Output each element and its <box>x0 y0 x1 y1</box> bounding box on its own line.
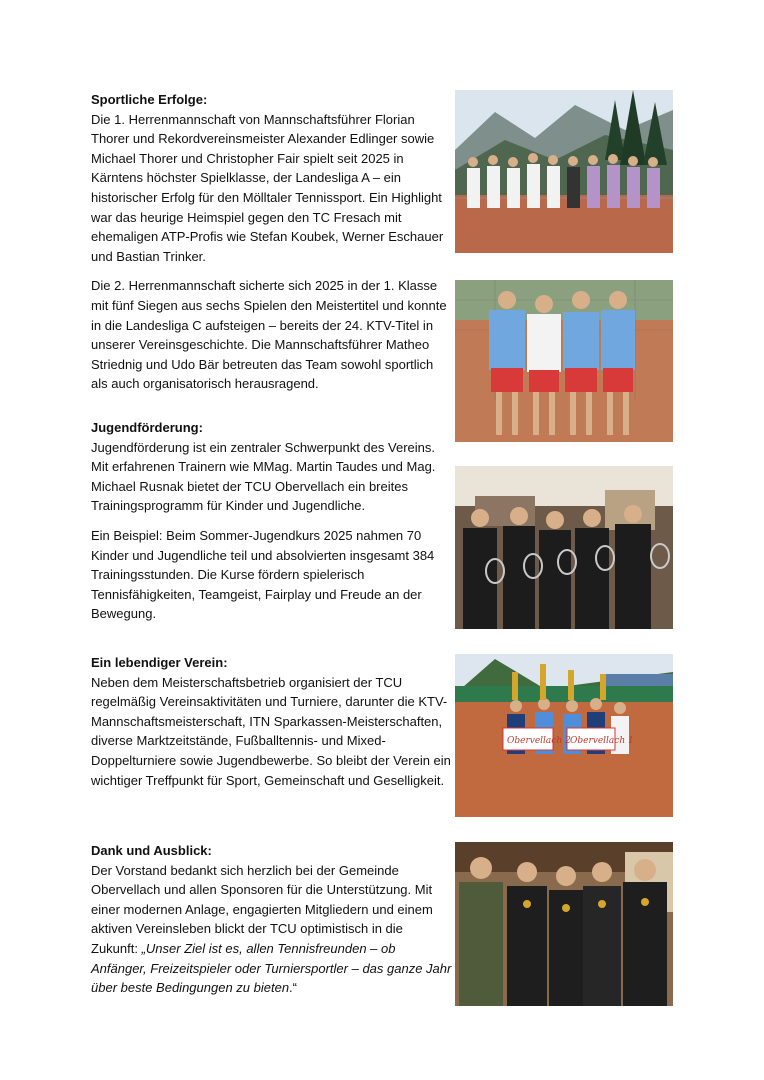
section-heading: Sportliche Erfolge: <box>91 92 208 107</box>
paragraph: Die 1. Herrenmannschaft von Mannschaftsführer Florian Thorer und Rekordvereinsmeister Alexander Edlinger sowie Michael Thorer und Christopher Fair spielt seit 2025 in Kärntens höchster Spielklasse, der Landesliga A – ein historischer Erfolg für den Mölltaler Tennissport. Ein Highlight war das heurige Heimspiel gegen den TC Fresach mit ehemaligen ATP-Profis wie Stefan Koubek, Werner Eschauer und Bastian Trinker. <box>91 111 444 264</box>
photo-first-team-mountains <box>455 90 673 253</box>
quote: „Unser Ziel ist es, allen Tennisfreunden – ob Anfänger, Freizeitspieler oder Turniersportler – das ganze Jahr über beste Bedingungen zu bieten <box>91 940 452 996</box>
players-group <box>459 882 667 1006</box>
section-lebendiger-verein <box>91 653 453 800</box>
paragraph: Ein Beispiel: Beim Sommer-Jugendkurs 2025 nahmen 70 Kinder und Jugendliche teil und absolvierten insgesamt 384 Trainingsstunden. Die Kurse fördern spielerisch Tennisfähigkeiten, Teamgeist, Fairplay und Freude an der Bewegung. <box>91 527 435 622</box>
section-jugendfoerderung <box>91 418 453 634</box>
section-dank-und-ausblick <box>91 841 453 1008</box>
photo-youth-trophies <box>455 654 673 817</box>
paragraph <box>91 861 453 998</box>
section-heading: Dank und Ausblick: <box>91 843 212 858</box>
players-group <box>463 524 651 629</box>
section-heading: Jugendförderung: <box>91 420 203 435</box>
section-heading: Ein lebendiger Verein: <box>91 655 228 670</box>
paragraph: Neben dem Meisterschaftsbetrieb organisiert der TCU regelmäßig Vereinsaktivitäten und Turniere, darunter die KTV-Mannschaftsmeisterschaft, ITN Sparkassen-Meisterschaften, diverse Marktzeitstände, Fußballtennis- und Mixed-Doppelturniere sowie Jugendbewerbe. So bleibt der Verein ein wichtiger Treffpunkt für Sport, Gemeinschaft und Geselligkeit. <box>91 674 451 788</box>
sign-left-text: Obervellach 2 <box>507 736 571 746</box>
paragraph-text: Der Vorstand bedankt sich herzlich bei der Gemeinde Obervellach und allen Sponsoren für die Unterstützung. Mit einer modernen Anlage, engagierten Mitgliedern und einem aktiven Vereinsleben blickt der TCU optimistisch in die Zukunft: <box>91 862 433 956</box>
paragraph: Jugendförderung ist ein zentraler Schwerpunkt des Vereins. Mit erfahrenen Trainern wie MMag. Martin Taudes und Mag. Michael Rusnak bietet der TCU Obervellach ein breites Trainingsprogramm für Kinder und Jugendliche. <box>91 439 436 514</box>
photo-youth-training-indoor <box>455 466 673 629</box>
photo-medal-winners <box>455 842 673 1006</box>
sign-right-text: Obervellach 1 <box>570 736 634 746</box>
photo-second-team-court <box>455 280 673 442</box>
paragraph: Die 2. Herrenmannschaft sicherte sich 2025 in der 1. Klasse mit fünf Siegen aus sechs Spielen den Meistertitel und konnte in die Landesliga C aufsteigen – bereits der 24. KTV-Titel in unserer Vereinsgeschichte. Die Mannschaftsführer Matheo Striednig und Udo Bär betreuten das Team sowohl sportlich als auch organisatorisch herausragend. <box>91 278 447 392</box>
section-sportliche-erfolge <box>91 90 453 404</box>
quote-end: .“ <box>289 980 297 996</box>
